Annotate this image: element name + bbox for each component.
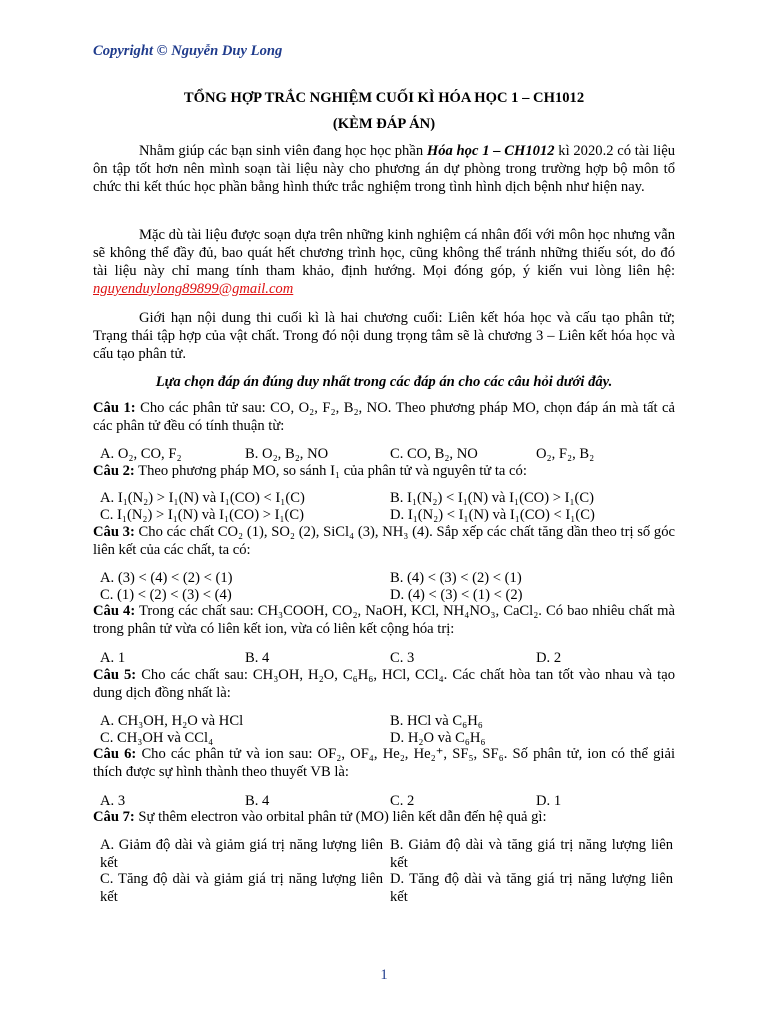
option-b[interactable]: B. Giảm độ dài và tăng giá trị năng lượng liên kết — [390, 837, 673, 871]
question-text: Cho các chất CO₂ (1), SO₂ (2), SiCl₄ (3), NH₃ (4). Sắp xếp các chất tăng dần theo trị số góc liên kết của các chất, ta có: — [93, 524, 675, 558]
option-a[interactable]: A. I₁(N₂) > I₁(N) và I₁(CO) < I₁(C) — [100, 490, 305, 506]
option-b[interactable]: B. 4 — [245, 650, 270, 666]
copyright-line: Copyright © Nguyễn Duy Long — [93, 43, 283, 59]
page-number: 1 — [380, 967, 388, 983]
question-label: Câu 6: — [93, 746, 137, 762]
question-text: Cho các chất sau: CH₃OH, H₂O, C₆H₆, HCl, CCl₄. Các chất hòa tan tốt vào nhau và tạo dung dịch đồng nhất là: — [93, 667, 675, 701]
option-d[interactable]: D. 1 — [536, 793, 562, 809]
question-1 — [93, 399, 675, 435]
question-text: Sự thêm electron vào orbital phân tử (MO) liên kết dẫn đến hệ quả gì: — [134, 809, 547, 825]
question-label: Câu 5: — [93, 667, 137, 683]
question-5 — [93, 666, 675, 702]
course-name: Hóa học 1 – CH1012 — [426, 143, 555, 159]
option-d[interactable]: D. 2 — [536, 650, 562, 666]
question-text: Trong các chất sau: CH₃COOH, CO₂, NaOH, KCl, NH₄NO₃, CaCl₂. Có bao nhiêu chất mà trong phân tử vừa có liên kết ion, vừa có liên kết cộng hóa trị: — [93, 603, 676, 637]
option-d[interactable]: D. H₂O và C₆H₆ — [390, 730, 486, 746]
intro-paragraph-3: Giới hạn nội dung thi cuối kì là hai chương cuối: Liên kết hóa học và cấu tạo phân tử; Trạng thái tập hợp của vật chất. Trong đó nội dung trọng tâm sẽ là chương 3 – Liên kết hóa học và cấu tạo phân tử. — [93, 310, 675, 362]
document-title: TỔNG HỢP TRẮC NGHIỆM CUỐI KÌ HÓA HỌC 1 – CH1012 — [183, 90, 585, 106]
option-a[interactable]: A. 3 — [100, 793, 126, 809]
question-label: Câu 7: — [93, 809, 135, 825]
question-text: Theo phương pháp MO, so sánh I₁ của phân tử và nguyên tử ta có: — [134, 463, 527, 479]
question-3 — [93, 523, 675, 559]
option-d[interactable]: D. (4) < (3) < (1) < (2) — [390, 587, 523, 603]
question-label: Câu 4: — [93, 603, 136, 619]
option-c[interactable]: C. (1) < (2) < (3) < (4) — [100, 587, 232, 603]
option-a[interactable]: A. Giảm độ dài và giảm giá trị năng lượng liên kết — [100, 837, 383, 871]
option-c[interactable]: C. CO, B₂, NO — [390, 446, 478, 462]
option-a[interactable]: A. 1 — [100, 650, 126, 666]
option-c[interactable]: C. 2 — [390, 793, 415, 809]
option-b[interactable]: B. HCl và C₆H₆ — [390, 713, 483, 729]
question-label: Câu 3: — [93, 524, 135, 540]
option-a[interactable]: A. (3) < (4) < (2) < (1) — [100, 570, 233, 586]
question-text: Cho các phân tử sau: CO, O₂, F₂, B₂, NO. Theo phương pháp MO, chọn đáp án mà tất cả các phân tử đều có tính thuận từ: — [93, 400, 675, 434]
email-link[interactable]: nguyenduylong89899@gmail.com — [93, 281, 294, 297]
intro-paragraph-1 — [93, 142, 675, 196]
instruction: Lựa chọn đáp án đúng duy nhất trong các đáp án cho các câu hỏi dưới đây. — [155, 374, 613, 390]
option-d[interactable]: D. I₁(N₂) < I₁(N) và I₁(CO) < I₁(C) — [390, 507, 595, 523]
option-c[interactable]: C. CH₃OH và CCl₄ — [100, 730, 214, 746]
question-4 — [93, 602, 675, 638]
option-b[interactable]: B. I₁(N₂) < I₁(N) và I₁(CO) > I₁(C) — [390, 490, 594, 506]
intro-text: Nhằm giúp các bạn sinh viên đang học học phần — [139, 143, 427, 159]
document-subtitle: (KÈM ĐÁP ÁN) — [332, 116, 436, 132]
intro-text: Mặc dù tài liệu được soạn dựa trên những kinh nghiệm cá nhân đối với môn học nhưng vẫn sẽ không thể đầy đủ, bao quát hết chương trình học, cũng không thể tránh những thiếu sót, do đó tài liệu này chỉ mang tính tham khảo, định hướng. Mọi đóng góp, ý kiến vui lòng liên hệ: — [93, 227, 675, 279]
question-7 — [93, 808, 675, 826]
question-label: Câu 1: — [93, 400, 136, 416]
question-text: Cho các phân tử và ion sau: OF₂, OF₄, He₂, He₂⁺, SF₅, SF₆. Số phân tử, ion có thể giải thích được sự hình thành theo thuyết VB là: — [93, 746, 676, 780]
intro-paragraph-2 — [93, 226, 675, 298]
option-a[interactable]: A. CH₃OH, H₂O và HCl — [100, 713, 244, 729]
option-b[interactable]: B. 4 — [245, 793, 270, 809]
option-b[interactable]: B. O₂, B₂, NO — [245, 446, 329, 462]
option-d[interactable]: D. Tăng độ dài và tăng giá trị năng lượng liên kết — [390, 871, 673, 905]
option-a[interactable]: A. O₂, CO, F₂ — [100, 446, 182, 462]
option-c[interactable]: C. Tăng độ dài và giảm giá trị năng lượng liên kết — [100, 871, 383, 905]
question-label: Câu 2: — [93, 463, 135, 479]
question-6 — [93, 745, 675, 781]
question-2 — [93, 462, 675, 480]
option-c[interactable]: C. 3 — [390, 650, 415, 666]
option-c[interactable]: C. I₁(N₂) > I₁(N) và I₁(CO) > I₁(C) — [100, 507, 304, 523]
intro-text: kì 2020.2 có tài liệu ôn tập tốt hơn nên mình soạn tài liệu này cho phương án dự phòng trong trường hợp bộ môn tổ chức thi kết thúc học phần bằng hình thức trắc nghiệm trong tình hình dịch bệnh như hiện nay. — [93, 143, 675, 195]
option-d[interactable]: O₂, F₂, B₂ — [536, 446, 595, 462]
option-b[interactable]: B. (4) < (3) < (2) < (1) — [390, 570, 522, 586]
